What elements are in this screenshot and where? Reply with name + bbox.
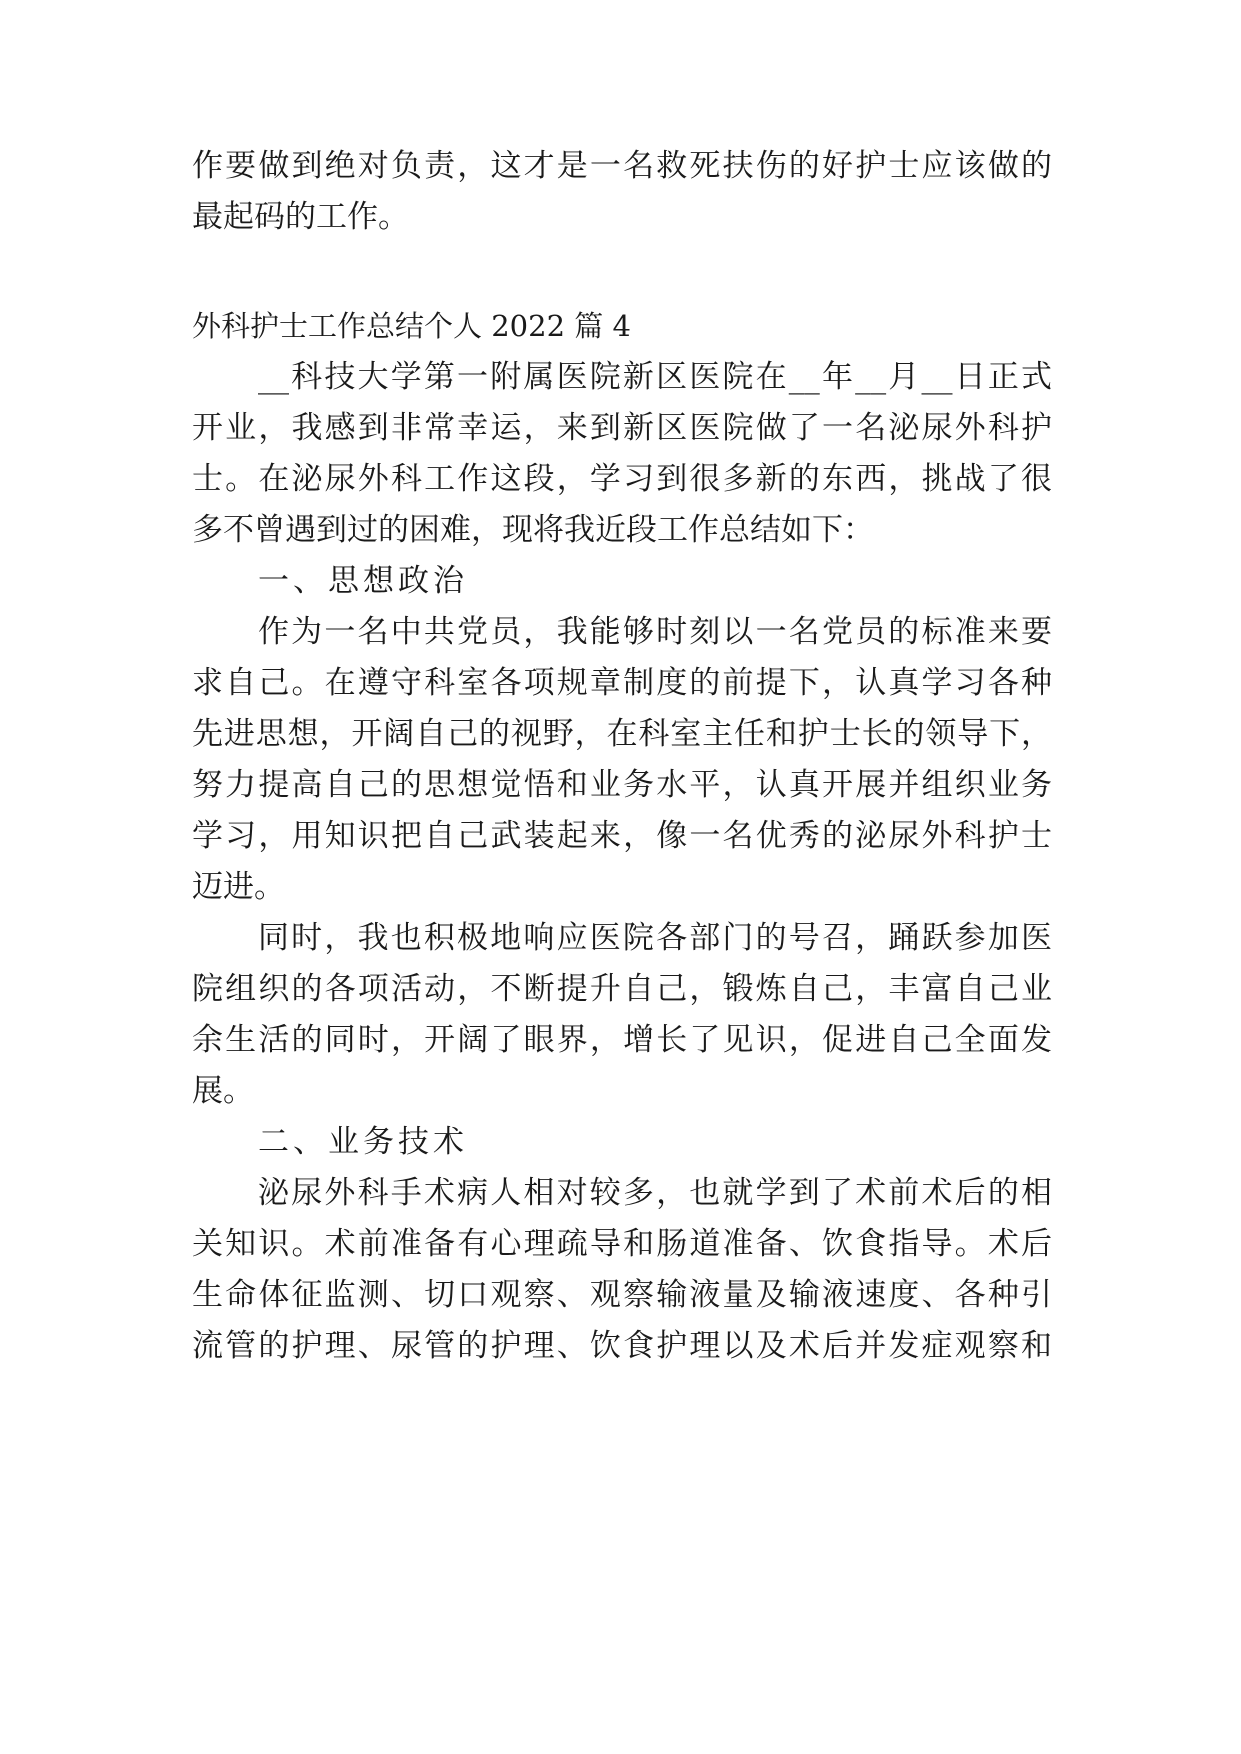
- text-line: 展。: [192, 1073, 254, 1109]
- text-line: 最起码的工作。: [192, 199, 409, 235]
- text-line: 泌尿外科手术病人相对较多，也就学到了术前术后的相: [258, 1175, 1052, 1211]
- text-line: 学习，用知识把自己武装起来，像一名优秀的泌尿外科护士: [192, 818, 1052, 854]
- text-line: 院组织的各项活动，不断提升自己，锻炼自己，丰富自己业: [192, 971, 1052, 1007]
- text-line: 作要做到绝对负责，这才是一名救死扶伤的好护士应该做的: [192, 148, 1052, 184]
- subsection-heading: 一、思想政治: [258, 563, 468, 599]
- subsection-heading: 二、业务技术: [258, 1124, 468, 1160]
- text-line: __科技大学第一附属医院新区医院在__年__月__日正式: [258, 359, 1052, 395]
- text-line: 努力提高自己的思想觉悟和业务水平，认真开展并组织业务: [192, 767, 1052, 803]
- text-line: 作为一名中共党员，我能够时刻以一名党员的标准来要: [258, 614, 1052, 650]
- text-line: 迈进。: [192, 869, 285, 905]
- text-line: 开业，我感到非常幸运，来到新区医院做了一名泌尿外科护: [192, 410, 1052, 446]
- text-line: 余生活的同时，开阔了眼界，增长了见识，促进自己全面发: [192, 1022, 1052, 1058]
- text-line: 多不曾遇到过的困难，现将我近段工作总结如下：: [192, 512, 874, 548]
- text-line: 求自己。在遵守科室各项规章制度的前提下，认真学习各种: [192, 665, 1052, 701]
- text-line: 关知识。术前准备有心理疏导和肠道准备、饮食指导。术后: [192, 1226, 1052, 1262]
- text-line: 流管的护理、尿管的护理、饮食护理以及术后并发症观察和: [192, 1328, 1052, 1364]
- text-line: 生命体征监测、切口观察、观察输液量及输液速度、各种引: [192, 1277, 1052, 1313]
- text-line: 先进思想，开阔自己的视野，在科室主任和护士长的领导下，: [192, 716, 1052, 752]
- text-line: 同时，我也积极地响应医院各部门的号召，踊跃参加医: [258, 920, 1052, 956]
- section-title: 外科护士工作总结个人 2022 篇 4: [192, 309, 631, 343]
- text-line: 士。在泌尿外科工作这段，学习到很多新的东西，挑战了很: [192, 461, 1052, 497]
